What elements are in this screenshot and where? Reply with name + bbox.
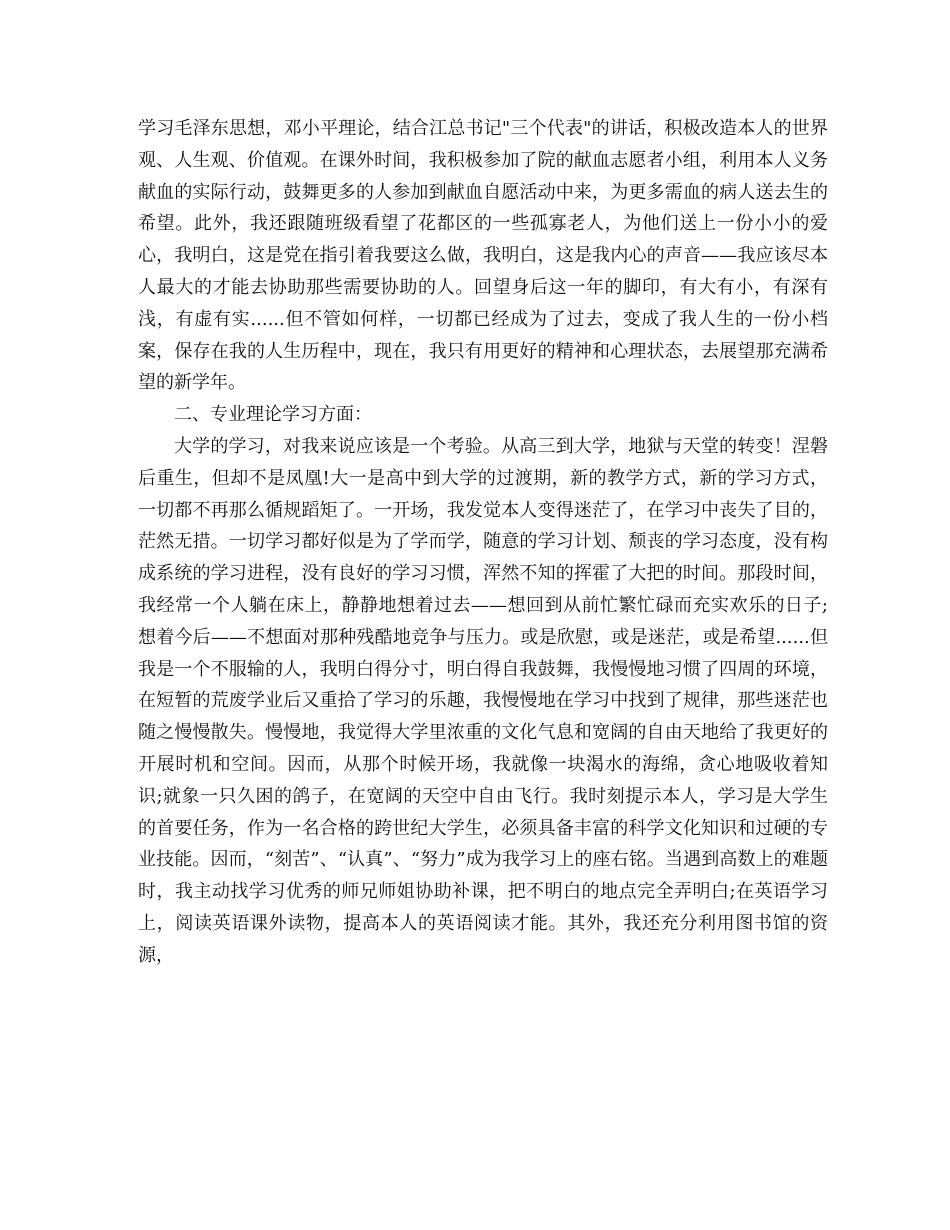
paragraph-continuation: 学习毛泽东思想，邓小平理论，结合江总书记"三个代表"的讲话，积极改造本人的世界观、人生观、价值观。在课外时间，我积极参加了院的献血志愿者小组，利用本人义务献血的实际行动，鼓舞更多的人参加到献血自愿活动中来，为更多需血的病人送去生的希望。此外，我还跟随班级看望了花都区的一些孤寡老人，为他们送上一份小小的爱心，我明白，这是党在指引着我要这么做，我明白，这是我内心的声音——我应该尽本人最大的才能去协助那些需要协助的人。回望身后这一年的脚印，有大有小，有深有浅，有虚有实......但不管如何样，一切都已经成为了过去，变成了我人生的一份小档案，保存在我的人生历程中，现在，我只有用更好的精神和心理状态，去展望那充满希望的新学年。 [138, 118, 828, 394]
document-body [138, 113, 828, 972]
section-heading-professional-study: 二、专业理论学习方面： [174, 404, 372, 426]
paragraph-study: 大学的学习，对我来说应该是一个考验。从高三到大学，地狱与天堂的转变！涅磐后重生，但却不是凤凰!大一是高中到大学的过渡期，新的教学方式，新的学习方式，一切都不再那么循规蹈矩了。一开场，我发觉本人变得迷茫了，在学习中丧失了目的，茫然无措。一切学习都好似是为了学而学，随意的学习计划、颓丧的学习态度，没有构成系统的学习进程，没有良好的学习习惯，浑然不知的挥霍了大把的时间。那段时间，我经常一个人躺在床上，静静地想着过去——想回到从前忙繁忙碌而充实欢乐的日子;想着今后——不想面对那种残酷地竞争与压力。或是欣慰，或是迷茫，或是希望......但我是一个不服输的人，我明白得分寸，明白得自我鼓舞，我慢慢地习惯了四周的环境，在短暂的荒废学业后又重拾了学习的乐趣，我慢慢地在学习中找到了规律，那些迷茫也随之慢慢散失。慢慢地，我觉得大学里浓重的文化气息和宽阔的自由天地给了我更好的开展时机和空间。因而，从那个时候开场，我就像一块渴水的海绵，贪心地吸收着知识;就象一只久困的鸽子，在宽阔的天空中自由飞行。我时刻提示本人，学习是大学生的首要任务，作为一名合格的跨世纪大学生，必须具备丰富的科学文化知识和过硬的专业技能。因而，“刻苦”、“认真”、“努力”成为我学习上的座右铭。当遇到高数上的难题时，我主动找学习优秀的师兄师姐协助补课，把不明白的地点完全弄明白;在英语学习上，阅读英语课外读物，提高本人的英语阅读才能。其外，我还充分利用图书馆的资源， [138, 435, 828, 966]
